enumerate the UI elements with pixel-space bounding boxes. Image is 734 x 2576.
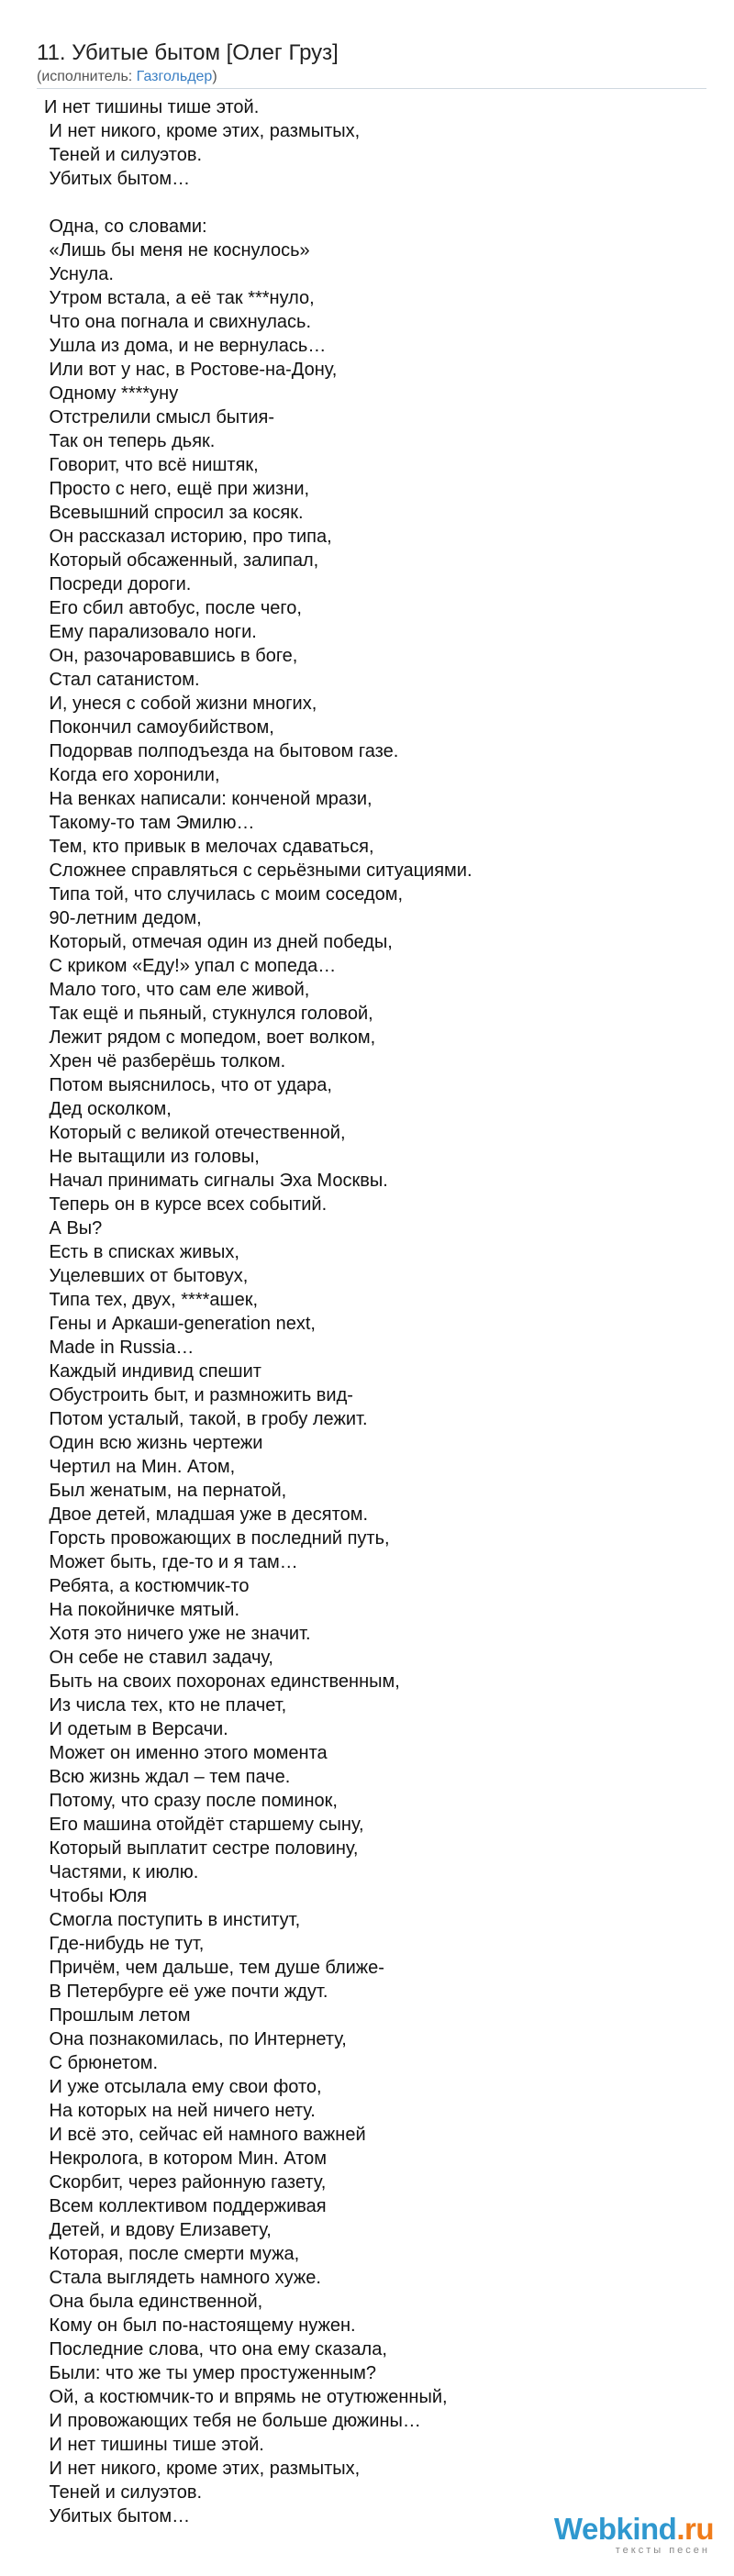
- lyric-line: Гены и Аркаши-generation next,: [44, 1314, 316, 1334]
- lyric-line: На венках написали: конченой мрази,: [44, 789, 373, 809]
- lyric-line: Каждый индивид спешит: [44, 1361, 261, 1382]
- lyric-line: Теперь он в курсе всех событий.: [44, 1194, 328, 1215]
- lyric-line: А Вы?: [44, 1218, 103, 1238]
- lyric-line: Когда его хоронили,: [44, 765, 220, 785]
- lyric-line: И всё это, сейчас ей намного важней: [44, 2125, 366, 2145]
- lyric-line: Кому он был по-настоящему нужен.: [44, 2315, 356, 2336]
- logo-suffix: .ru: [676, 2512, 714, 2546]
- performer-link[interactable]: Газгольдер: [136, 69, 213, 84]
- lyric-line: Двое детей, младшая уже в десятом.: [44, 1505, 368, 1525]
- site-logo[interactable]: [554, 2514, 714, 2556]
- lyric-line: Сложнее справляться с серьёзными ситуациями.: [44, 861, 473, 881]
- lyric-line: Быть на своих похоронах единственным,: [44, 1671, 400, 1692]
- lyric-line: Который с великой отечественной,: [44, 1123, 346, 1143]
- lyric-line: Тем, кто привык в мелочах сдаваться,: [44, 837, 374, 857]
- lyric-line: Который выплатит сестре половину,: [44, 1838, 359, 1859]
- lyric-line: Был женатым, на пернатой,: [44, 1481, 287, 1501]
- lyric-line: Убитых бытом…: [44, 2506, 191, 2526]
- logo-main: Webkind: [553, 2512, 677, 2546]
- lyric-line: Где-нибудь не тут,: [44, 1934, 205, 1954]
- lyrics-text: [44, 95, 686, 2528]
- lyric-line: Ему парализовало ноги.: [44, 622, 257, 642]
- lyric-line: Обустроить быт, и размножить вид-: [44, 1385, 353, 1405]
- lyric-line: Одному ****уну: [44, 383, 179, 404]
- lyric-line: 90-летним дедом,: [44, 908, 202, 928]
- lyric-line: Может быть, где-то и я там…: [44, 1552, 298, 1572]
- lyric-line: И, унеся с собой жизни многих,: [44, 694, 317, 714]
- lyric-line: Прошлым летом: [44, 2005, 191, 2026]
- lyric-line: И нет тишины тише этой.: [44, 97, 260, 117]
- lyric-line: Чтобы Юля: [44, 1886, 148, 1906]
- page-title: 11. Убитые бытом [Олег Груз]: [37, 40, 339, 65]
- lyric-line: Так он теперь дьяк.: [44, 431, 216, 451]
- lyric-line: Он себе не ставил задачу,: [44, 1648, 273, 1668]
- performer-line: [37, 68, 217, 86]
- lyric-line: Последние слова, что она ему сказала,: [44, 2339, 387, 2359]
- lyric-line: И нет никого, кроме этих, размытых,: [44, 121, 361, 141]
- lyric-line: Один всю жизнь чертежи: [44, 1433, 263, 1453]
- lyric-line: Подорвав полподъезда на бытовом газе.: [44, 741, 399, 761]
- lyric-line: Частями, к июлю.: [44, 1862, 199, 1882]
- lyric-line: Теней и силуэтов.: [44, 145, 203, 165]
- lyric-line: В Петербурге её уже почти ждут.: [44, 1982, 328, 2002]
- lyric-line: Лежит рядом с мопедом, воет волком,: [44, 1027, 376, 1048]
- lyric-line: Просто с него, ещё при жизни,: [44, 479, 310, 499]
- lyric-line: И нет никого, кроме этих, размытых,: [44, 2459, 361, 2479]
- lyric-line: Стала выглядеть намного хуже.: [44, 2268, 321, 2288]
- lyric-line: Который, отмечая один из дней победы,: [44, 932, 393, 952]
- lyric-line: Детей, и вдову Елизавету,: [44, 2220, 272, 2240]
- lyric-line: И одетым в Версачи.: [44, 1719, 228, 1739]
- lyric-line: Ушла из дома, и не вернулась…: [44, 336, 327, 356]
- lyric-line: Такому-то там Эмилю…: [44, 813, 255, 833]
- lyric-line: Говорит, что всё ништяк,: [44, 455, 259, 475]
- logo-subtitle: тексты песен: [615, 2545, 710, 2556]
- lyric-line: Хотя это ничего уже не значит.: [44, 1624, 311, 1644]
- lyric-line: Может он именно этого момента: [44, 1743, 328, 1763]
- lyric-line: [44, 191, 686, 215]
- lyric-line: С криком «Еду!» упал с мопеда…: [44, 956, 337, 976]
- lyric-line: Потом выяснилось, что от удара,: [44, 1075, 332, 1095]
- lyric-line: Утром встала, а её так ***нуло,: [44, 288, 315, 308]
- lyric-line: Теней и силуэтов.: [44, 2482, 203, 2503]
- lyric-line: «Лишь бы меня не коснулось»: [44, 240, 310, 261]
- lyric-line: Всю жизнь ждал – тем паче.: [44, 1767, 291, 1787]
- lyric-line: Всем коллективом поддерживая: [44, 2196, 327, 2216]
- lyric-line: Отстрелили смысл бытия-: [44, 407, 275, 427]
- lyric-line: На которых на ней ничего нету.: [44, 2101, 316, 2121]
- lyric-line: Покончил самоубийством,: [44, 717, 274, 738]
- lyric-line: Она была единственной,: [44, 2292, 263, 2312]
- lyric-line: Некролога, в котором Мин. Атом: [44, 2149, 327, 2169]
- lyric-line: Он рассказал историю, про типа,: [44, 527, 332, 547]
- lyric-line: Потом усталый, такой, в гробу лежит.: [44, 1409, 368, 1429]
- lyric-line: На покойничке мятый.: [44, 1600, 240, 1620]
- lyric-line: Всевышний спросил за косяк.: [44, 503, 304, 523]
- lyric-line: Чертил на Мин. Атом,: [44, 1457, 236, 1477]
- lyric-line: Начал принимать сигналы Эха Москвы.: [44, 1171, 388, 1191]
- lyric-line: Так ещё и пьяный, стукнулся головой,: [44, 1004, 373, 1024]
- title-divider: [37, 88, 706, 89]
- lyric-line: Уцелевших от бытовух,: [44, 1266, 249, 1286]
- lyric-line: Одна, со словами:: [44, 217, 207, 237]
- lyric-line: Причём, чем дальше, тем душе ближе-: [44, 1958, 384, 1978]
- lyric-line: Который обсаженный, залипал,: [44, 550, 319, 571]
- lyric-line: Типа тех, двух, ****ашек,: [44, 1290, 259, 1310]
- logo-wordmark: [554, 2514, 714, 2545]
- lyric-line: Он, разочаровавшись в боге,: [44, 646, 298, 666]
- lyric-line: Скорбит, через районную газету,: [44, 2172, 327, 2193]
- lyric-line: Ребята, а костюмчик-то: [44, 1576, 250, 1596]
- lyric-line: Есть в списках живых,: [44, 1242, 239, 1262]
- lyric-line: Мало того, что сам еле живой,: [44, 980, 310, 1000]
- lyric-line: Которая, после смерти мужа,: [44, 2244, 300, 2264]
- lyric-line: И нет тишины тише этой.: [44, 2435, 264, 2455]
- lyric-line: Убитых бытом…: [44, 169, 191, 189]
- lyric-line: Из числа тех, кто не плачет,: [44, 1695, 287, 1715]
- lyric-line: Стал сатанистом.: [44, 670, 200, 690]
- performer-close: ): [212, 69, 217, 84]
- lyric-line: Потому, что сразу после поминок,: [44, 1791, 338, 1811]
- performer-label: (исполнитель:: [37, 69, 137, 84]
- lyric-line: Были: что же ты умер простуженным?: [44, 2363, 377, 2383]
- lyric-line: Уснула.: [44, 264, 114, 284]
- lyric-line: Или вот у нас, в Ростове-на-Дону,: [44, 360, 338, 380]
- lyric-line: С брюнетом.: [44, 2053, 159, 2073]
- lyric-line: Она познакомилась, по Интернету,: [44, 2029, 347, 2049]
- lyric-line: Хрен чё разберёшь толком.: [44, 1051, 286, 1071]
- lyric-line: Его сбил автобус, после чего,: [44, 598, 302, 618]
- lyric-line: Ой, а костюмчик-то и впрямь не отутюженный,: [44, 2387, 448, 2407]
- lyric-line: Дед осколком,: [44, 1099, 172, 1119]
- lyric-line: И уже отсылала ему свои фото,: [44, 2077, 322, 2097]
- lyric-line: Его машина отойдёт старшему сыну,: [44, 1815, 364, 1835]
- lyric-line: Типа той, что случилась с моим соседом,: [44, 884, 404, 905]
- lyric-line: Что она погнала и свихнулась.: [44, 312, 312, 332]
- lyric-line: Made in Russia…: [44, 1338, 195, 1358]
- lyric-line: Не вытащили из головы,: [44, 1147, 260, 1167]
- lyric-line: Посреди дороги.: [44, 574, 192, 594]
- lyric-line: Горсть провожающих в последний путь,: [44, 1528, 390, 1549]
- lyric-line: Смогла поступить в институт,: [44, 1910, 301, 1930]
- lyric-line: И провожающих тебя не больше дюжины…: [44, 2411, 421, 2431]
